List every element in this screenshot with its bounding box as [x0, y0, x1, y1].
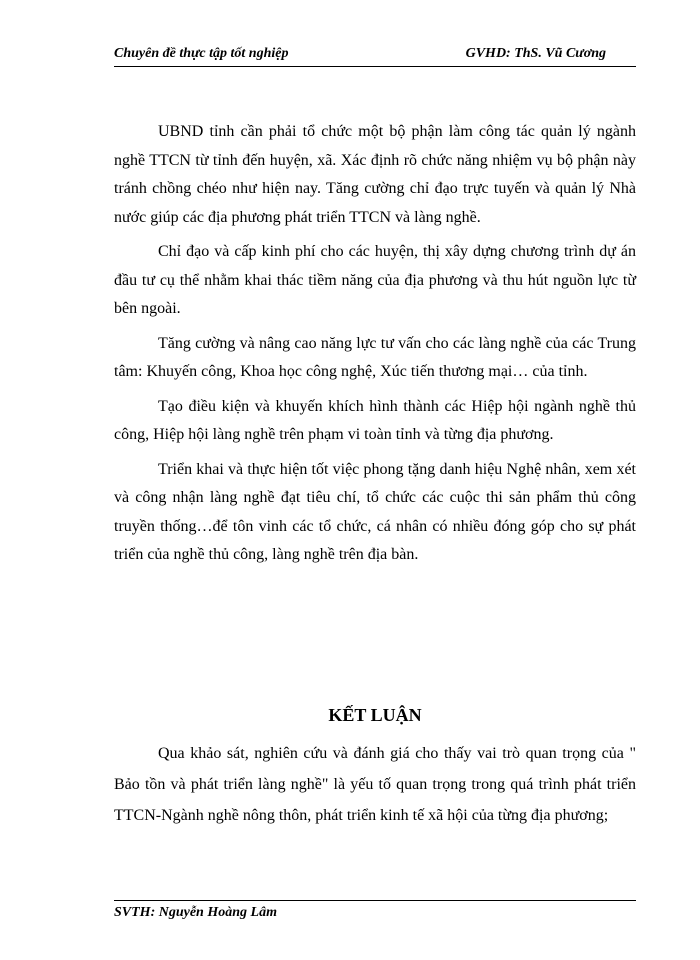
paragraph: Chỉ đạo và cấp kinh phí cho các huyện, thị xây dựng chương trình dự án đầu tư cụ thể nhằm khai thác tiềm năng của địa phương và thu hút nguồn lực từ bên ngoài. [114, 243, 636, 317]
body-text [114, 118, 636, 576]
paragraph: Triển khai và thực hiện tốt việc phong tặng danh hiệu Nghệ nhân, xem xét và công nhận làng nghề đạt tiêu chí, tổ chức các cuộc thi sản phẩm thủ công truyền thống…để tôn vinh các tổ chức, cá nhân có nhiều đóng góp cho sự phát triển của nghề thủ công, làng nghề trên địa bàn. [114, 460, 636, 563]
header-report-title: Chuyên đề thực tập tốt nghiệp [114, 46, 289, 61]
paragraph: Tạo điều kiện và khuyến khích hình thành các Hiệp hội ngành nghề thủ công, Hiệp hội làng nghề trên phạm vi toàn tỉnh và từng địa phương. [114, 397, 636, 443]
header-supervisor: GVHD: ThS. Vũ Cương [465, 46, 606, 61]
paragraph: UBND tỉnh cần phải tổ chức một bộ phận làm công tác quản lý ngành nghề TTCN từ tỉnh đến huyện, xã. Xác định rõ chức năng nhiệm vụ bộ phận này tránh chồng chéo như hiện nay. Tăng cường chỉ đạo trực tuyến và quản lý Nhà nước giúp các địa phương phát triển TTCN và làng nghề. [114, 123, 636, 226]
conclusion-paragraph: Qua khảo sát, nghiên cứu và đánh giá cho thấy vai trò quan trọng của " Bảo tồn và phát triển làng nghề" là yếu tố quan trọng trong quá trình phát triển TTCN-Ngành nghề nông thôn, phát triển kinh tế xã hội của từng địa phương; [114, 745, 636, 824]
paragraph: Tăng cường và nâng cao năng lực tư vấn cho các làng nghề của các Trung tâm: Khuyến công, Khoa học công nghệ, Xúc tiến thương mại… của tỉnh. [114, 334, 636, 380]
footer-author: SVTH: Nguyễn Hoàng Lâm [114, 905, 277, 920]
conclusion-text [114, 738, 636, 831]
page-footer [114, 900, 636, 921]
section-title: KẾT LUẬN [328, 705, 422, 725]
page-header [114, 44, 636, 67]
